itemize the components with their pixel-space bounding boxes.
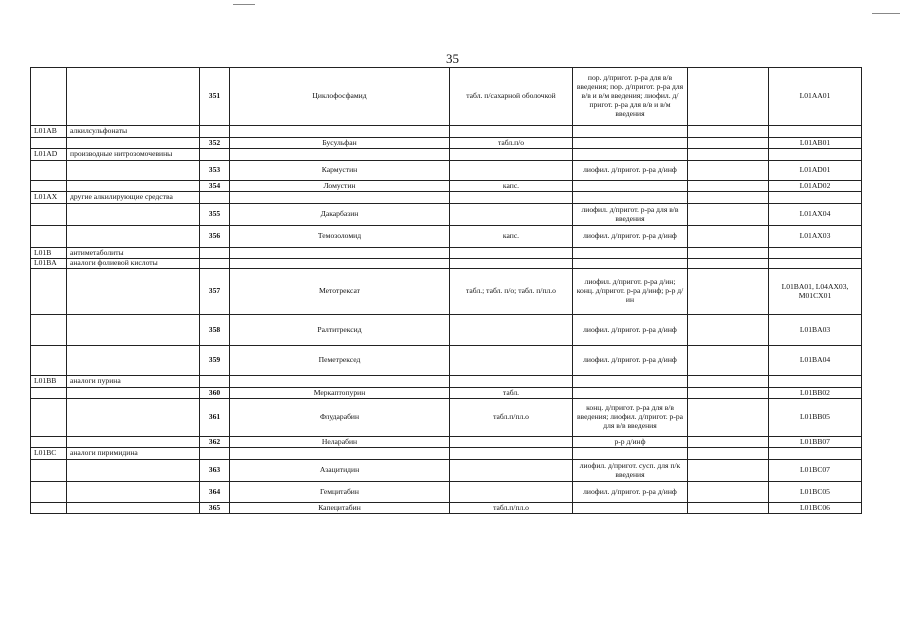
preparation-form (573, 138, 688, 149)
drug-table-body (31, 68, 862, 514)
dosage-form (450, 315, 573, 346)
empty-cell (688, 149, 769, 161)
preparation-form (573, 388, 688, 399)
row-number: 359 (200, 346, 230, 376)
atc-code: L01BC07 (769, 460, 862, 482)
group-row (31, 149, 862, 161)
group-row (31, 259, 862, 269)
drug-name: Пеметрексед (230, 346, 450, 376)
row-number: 361 (200, 399, 230, 437)
atc-code: L01BB05 (769, 399, 862, 437)
drug-table (30, 67, 862, 514)
empty-cell (67, 388, 200, 399)
empty-cell (67, 138, 200, 149)
empty-cell (31, 181, 67, 192)
dosage-form: табл.; табл. п/о; табл. п/пл.о (450, 269, 573, 315)
atc-code: L01BB07 (769, 437, 862, 448)
dosage-form (450, 460, 573, 482)
empty-cell (769, 192, 862, 204)
drug-name: Бусульфан (230, 138, 450, 149)
empty-cell (31, 460, 67, 482)
empty-cell (573, 126, 688, 138)
empty-cell (688, 448, 769, 460)
empty-cell (688, 161, 769, 181)
preparation-form (573, 503, 688, 514)
empty-cell (31, 482, 67, 503)
empty-cell (769, 259, 862, 269)
empty-cell (67, 399, 200, 437)
drug-name: Циклофосфамид (230, 68, 450, 126)
empty-cell (769, 376, 862, 388)
empty-cell (230, 259, 450, 269)
empty-cell (67, 482, 200, 503)
empty-cell (769, 448, 862, 460)
empty-cell (769, 248, 862, 259)
dosage-form (450, 482, 573, 503)
group-name: производные нитрозомочевины (67, 149, 200, 161)
atc-code: L01AD01 (769, 161, 862, 181)
empty-cell (31, 388, 67, 399)
preparation-form: лиофил. д/пригот. р-ра д/инф (573, 482, 688, 503)
empty-cell (688, 126, 769, 138)
empty-cell (573, 259, 688, 269)
empty-cell (688, 204, 769, 226)
drug-name: Кармустин (230, 161, 450, 181)
row-number: 352 (200, 138, 230, 149)
drug-row (31, 315, 862, 346)
atc-code: L01AX04 (769, 204, 862, 226)
drug-row (31, 399, 862, 437)
row-number: 356 (200, 226, 230, 248)
empty-cell (688, 346, 769, 376)
row-number: 357 (200, 269, 230, 315)
row-number: 358 (200, 315, 230, 346)
empty-cell (230, 126, 450, 138)
empty-cell (31, 269, 67, 315)
page-number: 35 (446, 51, 459, 66)
drug-row (31, 68, 862, 126)
empty-cell (450, 149, 573, 161)
row-number: 364 (200, 482, 230, 503)
atc-code: L01AB01 (769, 138, 862, 149)
preparation-form: лиофил. д/пригот. р-ра д/инф (573, 346, 688, 376)
dosage-form: табл. п/сахарной оболочкой (450, 68, 573, 126)
empty-cell (67, 161, 200, 181)
empty-cell (230, 448, 450, 460)
row-number: 363 (200, 460, 230, 482)
drug-name: Метотрексат (230, 269, 450, 315)
drug-row (31, 161, 862, 181)
row-number: 351 (200, 68, 230, 126)
preparation-form: лиофил. д/пригот. р-ра д/инф (573, 226, 688, 248)
empty-cell (31, 138, 67, 149)
empty-cell (67, 204, 200, 226)
atc-code: L01AA01 (769, 68, 862, 126)
atc-code: L01BC05 (769, 482, 862, 503)
empty-cell (573, 448, 688, 460)
empty-cell (573, 376, 688, 388)
drug-row (31, 388, 862, 399)
scan-mark-top-right (872, 13, 900, 14)
empty-cell (200, 149, 230, 161)
dosage-form: капс. (450, 226, 573, 248)
empty-cell (200, 248, 230, 259)
empty-cell (230, 376, 450, 388)
empty-cell (688, 460, 769, 482)
empty-cell (688, 138, 769, 149)
empty-cell (688, 269, 769, 315)
preparation-form: лиофил. д/пригот. р-ра д/ин; конц. д/пригот. р-ра д/инф; р-р д/ин (573, 269, 688, 315)
drug-row (31, 269, 862, 315)
atc-code: L01BA01, L04AX03, M01CX01 (769, 269, 862, 315)
group-name: аналоги пурина (67, 376, 200, 388)
dosage-form (450, 437, 573, 448)
empty-cell (688, 226, 769, 248)
group-code: L01AB (31, 126, 67, 138)
empty-cell (688, 437, 769, 448)
row-number: 354 (200, 181, 230, 192)
drug-row (31, 437, 862, 448)
empty-cell (688, 399, 769, 437)
empty-cell (31, 161, 67, 181)
empty-cell (688, 192, 769, 204)
preparation-form: лиофил. д/пригот. р-ра д/инф (573, 161, 688, 181)
drug-name: Темозоломид (230, 226, 450, 248)
group-row (31, 192, 862, 204)
preparation-form: лиофил. д/пригот. сусп. для п/к введения (573, 460, 688, 482)
group-row (31, 248, 862, 259)
row-number: 360 (200, 388, 230, 399)
empty-cell (688, 181, 769, 192)
empty-cell (31, 68, 67, 126)
empty-cell (67, 460, 200, 482)
preparation-form: пор. д/пригот. р-ра для в/в введения; пор. д/пригот. р-ра для в/в и в/м введения; лиофил. д/пригот. р-ра для в/в и в/м введения (573, 68, 688, 126)
drug-row (31, 346, 862, 376)
drug-name: Дакарбазин (230, 204, 450, 226)
dosage-form: табл. (450, 388, 573, 399)
drug-row (31, 503, 862, 514)
dosage-form: табл.п/пл.о (450, 399, 573, 437)
empty-cell (200, 192, 230, 204)
empty-cell (31, 346, 67, 376)
empty-cell (31, 399, 67, 437)
drug-name: Гемцитабин (230, 482, 450, 503)
empty-cell (769, 149, 862, 161)
drug-name: Меркаптопурин (230, 388, 450, 399)
row-number: 362 (200, 437, 230, 448)
dosage-form: капс. (450, 181, 573, 192)
drug-name: Неларабин (230, 437, 450, 448)
empty-cell (230, 192, 450, 204)
empty-cell (200, 259, 230, 269)
empty-cell (67, 346, 200, 376)
drug-name: Флударабин (230, 399, 450, 437)
group-code: L01AD (31, 149, 67, 161)
empty-cell (573, 248, 688, 259)
group-code: L01AX (31, 192, 67, 204)
empty-cell (688, 503, 769, 514)
empty-cell (67, 181, 200, 192)
dosage-form (450, 346, 573, 376)
empty-cell (31, 503, 67, 514)
empty-cell (769, 126, 862, 138)
group-name: аналоги фолиевой кислоты (67, 259, 200, 269)
drug-row (31, 460, 862, 482)
drug-name: Капецитабин (230, 503, 450, 514)
atc-code: L01BA04 (769, 346, 862, 376)
group-row (31, 376, 862, 388)
empty-cell (200, 448, 230, 460)
dosage-form: табл.п/пл.о (450, 503, 573, 514)
atc-code: L01BB02 (769, 388, 862, 399)
empty-cell (230, 149, 450, 161)
empty-cell (31, 437, 67, 448)
group-row (31, 126, 862, 138)
empty-cell (688, 482, 769, 503)
atc-code: L01BC06 (769, 503, 862, 514)
empty-cell (31, 315, 67, 346)
drug-name: Ралтитрексид (230, 315, 450, 346)
empty-cell (450, 448, 573, 460)
drug-row (31, 226, 862, 248)
dosage-form (450, 161, 573, 181)
row-number: 365 (200, 503, 230, 514)
group-name: другие алкилирующие средства (67, 192, 200, 204)
empty-cell (200, 126, 230, 138)
scan-mark-top-left (233, 4, 255, 5)
empty-cell (31, 226, 67, 248)
preparation-form: лиофил. д/пригот. р-ра для в/в введения (573, 204, 688, 226)
preparation-form: конц. д/пригот. р-ра для в/в введения; лиофил. д/пригот. р-ра для в/в введения (573, 399, 688, 437)
drug-row (31, 482, 862, 503)
empty-cell (67, 269, 200, 315)
empty-cell (67, 437, 200, 448)
group-row (31, 448, 862, 460)
drug-name: Азацитидин (230, 460, 450, 482)
group-name: аналоги пиримидина (67, 448, 200, 460)
group-code: L01BB (31, 376, 67, 388)
preparation-form (573, 181, 688, 192)
empty-cell (67, 68, 200, 126)
empty-cell (688, 248, 769, 259)
preparation-form: лиофил. д/пригот. р-ра д/инф (573, 315, 688, 346)
atc-code: L01BA03 (769, 315, 862, 346)
dosage-form (450, 204, 573, 226)
empty-cell (230, 248, 450, 259)
drug-row (31, 138, 862, 149)
empty-cell (688, 376, 769, 388)
atc-code: L01AD02 (769, 181, 862, 192)
group-code: L01B (31, 248, 67, 259)
empty-cell (573, 149, 688, 161)
empty-cell (688, 315, 769, 346)
empty-cell (688, 68, 769, 126)
row-number: 353 (200, 161, 230, 181)
empty-cell (67, 503, 200, 514)
empty-cell (450, 192, 573, 204)
empty-cell (31, 204, 67, 226)
empty-cell (450, 259, 573, 269)
drug-row (31, 204, 862, 226)
empty-cell (688, 259, 769, 269)
empty-cell (450, 248, 573, 259)
row-number: 355 (200, 204, 230, 226)
empty-cell (67, 226, 200, 248)
atc-code: L01AX03 (769, 226, 862, 248)
group-name: алкилсульфонаты (67, 126, 200, 138)
empty-cell (688, 388, 769, 399)
empty-cell (573, 192, 688, 204)
group-code: L01BC (31, 448, 67, 460)
dosage-form: табл.п/о (450, 138, 573, 149)
group-name: антиметаболиты (67, 248, 200, 259)
empty-cell (67, 315, 200, 346)
preparation-form: р-р д/инф (573, 437, 688, 448)
empty-cell (450, 126, 573, 138)
empty-cell (450, 376, 573, 388)
empty-cell (200, 376, 230, 388)
group-code: L01BA (31, 259, 67, 269)
drug-row (31, 181, 862, 192)
drug-name: Ломустин (230, 181, 450, 192)
